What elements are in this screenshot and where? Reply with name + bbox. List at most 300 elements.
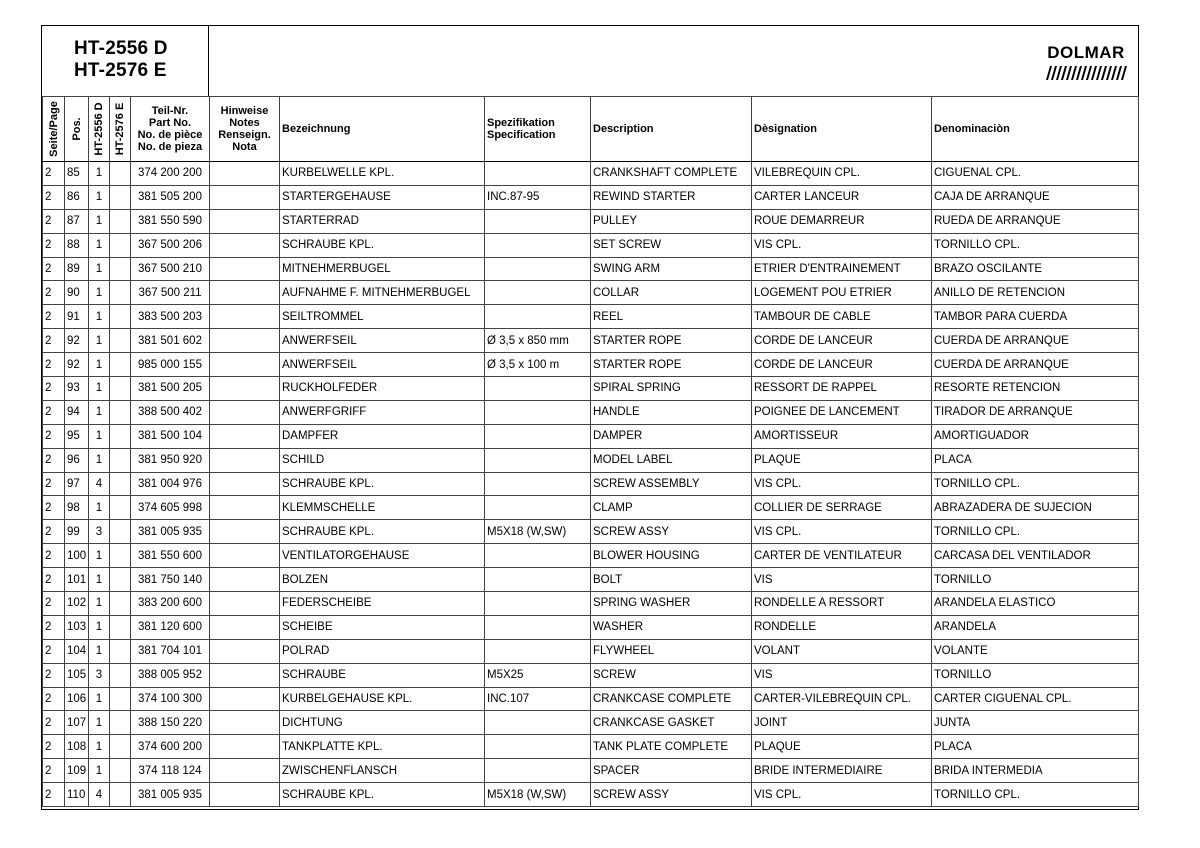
cell-pos: 85 <box>65 162 89 186</box>
cell-notes <box>210 520 280 544</box>
cell-notes <box>210 257 280 281</box>
cell-pos: 97 <box>65 472 89 496</box>
cell-description: SCREW ASSY <box>591 783 752 807</box>
cell-qty-d: 1 <box>89 162 110 186</box>
cell-notes <box>210 639 280 663</box>
cell-description: CLAMP <box>591 496 752 520</box>
cell-spec: M5X18 (W,SW) <box>485 520 591 544</box>
cell-description: BOLT <box>591 568 752 592</box>
cell-pos: 109 <box>65 759 89 783</box>
cell-qty-d: 1 <box>89 377 110 401</box>
cell-description: SCREW <box>591 663 752 687</box>
cell-qty-d: 4 <box>89 472 110 496</box>
col-header-page: Seite/Page <box>43 97 65 162</box>
cell-spec <box>485 424 591 448</box>
cell-bezeichnung: ANWERFSEIL <box>280 329 485 353</box>
cell-page: 2 <box>43 711 65 735</box>
cell-bezeichnung: BOLZEN <box>280 568 485 592</box>
sheet-header <box>42 26 1138 97</box>
cell-part-no: 381 500 205 <box>131 377 210 401</box>
cell-denominacion: ARANDELA ELASTICO <box>932 592 1139 616</box>
cell-bezeichnung: KURBELWELLE KPL. <box>280 162 485 186</box>
col-header-description: Description <box>591 97 752 162</box>
cell-notes <box>210 400 280 424</box>
cell-page: 2 <box>43 544 65 568</box>
cell-notes <box>210 162 280 186</box>
cell-description: WASHER <box>591 615 752 639</box>
cell-bezeichnung: ANWERFSEIL <box>280 353 485 377</box>
cell-part-no: 388 150 220 <box>131 711 210 735</box>
cell-page: 2 <box>43 615 65 639</box>
cell-bezeichnung: SCHRAUBE KPL. <box>280 233 485 257</box>
table-row <box>43 544 1139 568</box>
cell-notes <box>210 496 280 520</box>
cell-part-no: 381 004 976 <box>131 472 210 496</box>
cell-description: REWIND STARTER <box>591 185 752 209</box>
cell-notes <box>210 783 280 807</box>
dolmar-logo <box>1044 43 1128 83</box>
cell-spec <box>485 568 591 592</box>
cell-page: 2 <box>43 185 65 209</box>
col-header-denominacion: Denominaciòn <box>932 97 1139 162</box>
cell-denominacion: TORNILLO CPL. <box>932 472 1139 496</box>
cell-qty-e <box>110 281 131 305</box>
cell-part-no: 388 500 402 <box>131 400 210 424</box>
cell-part-no: 381 005 935 <box>131 783 210 807</box>
cell-page: 2 <box>43 377 65 401</box>
cell-designation: VIS <box>752 568 932 592</box>
cell-description: PULLEY <box>591 209 752 233</box>
cell-page: 2 <box>43 520 65 544</box>
cell-qty-d: 3 <box>89 520 110 544</box>
cell-designation: JOINT <box>752 711 932 735</box>
cell-bezeichnung: MITNEHMERBUGEL <box>280 257 485 281</box>
cell-page: 2 <box>43 353 65 377</box>
cell-part-no: 374 118 124 <box>131 759 210 783</box>
cell-qty-e <box>110 711 131 735</box>
cell-bezeichnung: STARTERRAD <box>280 209 485 233</box>
cell-bezeichnung: TANKPLATTE KPL. <box>280 735 485 759</box>
cell-qty-d: 4 <box>89 783 110 807</box>
cell-denominacion: TORNILLO <box>932 568 1139 592</box>
cell-part-no: 381 550 590 <box>131 209 210 233</box>
cell-notes <box>210 687 280 711</box>
cell-designation: VOLANT <box>752 639 932 663</box>
cell-denominacion: ANILLO DE RETENCION <box>932 281 1139 305</box>
cell-denominacion: BRIDA INTERMEDIA <box>932 759 1139 783</box>
cell-page: 2 <box>43 400 65 424</box>
cell-spec <box>485 448 591 472</box>
cell-pos: 99 <box>65 520 89 544</box>
cell-bezeichnung: POLRAD <box>280 639 485 663</box>
cell-spec <box>485 281 591 305</box>
cell-notes <box>210 185 280 209</box>
cell-part-no: 374 605 998 <box>131 496 210 520</box>
table-header-row <box>43 97 1139 162</box>
cell-qty-d: 1 <box>89 209 110 233</box>
cell-designation: COLLIER DE SERRAGE <box>752 496 932 520</box>
cell-qty-d: 1 <box>89 735 110 759</box>
cell-designation: RONDELLE <box>752 615 932 639</box>
cell-designation: CARTER LANCEUR <box>752 185 932 209</box>
cell-spec <box>485 615 591 639</box>
cell-denominacion: CARTER CIGUENAL CPL. <box>932 687 1139 711</box>
cell-denominacion: BRAZO OSCILANTE <box>932 257 1139 281</box>
cell-designation: PLAQUE <box>752 448 932 472</box>
table-row <box>43 281 1139 305</box>
cell-spec <box>485 305 591 329</box>
cell-bezeichnung: SCHRAUBE KPL. <box>280 472 485 496</box>
parts-table-body <box>43 162 1139 807</box>
cell-bezeichnung: FEDERSCHEIBE <box>280 592 485 616</box>
cell-notes <box>210 544 280 568</box>
table-row <box>43 568 1139 592</box>
cell-denominacion: TORNILLO <box>932 663 1139 687</box>
cell-denominacion: RESORTE RETENCION <box>932 377 1139 401</box>
table-row <box>43 735 1139 759</box>
cell-part-no: 381 704 101 <box>131 639 210 663</box>
cell-spec <box>485 400 591 424</box>
cell-pos: 96 <box>65 448 89 472</box>
cell-designation: RONDELLE A RESSORT <box>752 592 932 616</box>
cell-page: 2 <box>43 496 65 520</box>
cell-spec: M5X25 <box>485 663 591 687</box>
cell-description: MODEL LABEL <box>591 448 752 472</box>
cell-qty-d: 1 <box>89 281 110 305</box>
cell-bezeichnung: ZWISCHENFLANSCH <box>280 759 485 783</box>
cell-qty-e <box>110 687 131 711</box>
cell-qty-d: 1 <box>89 448 110 472</box>
cell-bezeichnung: RUCKHOLFEDER <box>280 377 485 401</box>
cell-bezeichnung: DICHTUNG <box>280 711 485 735</box>
cell-pos: 91 <box>65 305 89 329</box>
cell-description: CRANKSHAFT COMPLETE <box>591 162 752 186</box>
parts-list-sheet <box>41 25 1139 810</box>
cell-designation: VIS CPL. <box>752 520 932 544</box>
cell-spec: INC.87-95 <box>485 185 591 209</box>
col-header-spec: Spezifikation Specification <box>485 97 591 162</box>
cell-spec <box>485 639 591 663</box>
cell-bezeichnung: KURBELGEHAUSE KPL. <box>280 687 485 711</box>
cell-part-no: 985 000 155 <box>131 353 210 377</box>
cell-spec: Ø 3,5 x 850 mm <box>485 329 591 353</box>
table-row <box>43 233 1139 257</box>
cell-pos: 106 <box>65 687 89 711</box>
cell-notes <box>210 233 280 257</box>
cell-part-no: 367 500 206 <box>131 233 210 257</box>
cell-notes <box>210 568 280 592</box>
cell-denominacion: CAJA DE ARRANQUE <box>932 185 1139 209</box>
cell-qty-d: 1 <box>89 568 110 592</box>
cell-bezeichnung: DAMPFER <box>280 424 485 448</box>
cell-description: SPACER <box>591 759 752 783</box>
cell-description: SCREW ASSEMBLY <box>591 472 752 496</box>
cell-spec <box>485 472 591 496</box>
table-row <box>43 257 1139 281</box>
cell-qty-e <box>110 592 131 616</box>
cell-qty-d: 1 <box>89 353 110 377</box>
table-row <box>43 305 1139 329</box>
cell-page: 2 <box>43 329 65 353</box>
cell-qty-e <box>110 185 131 209</box>
cell-part-no: 381 501 602 <box>131 329 210 353</box>
cell-pos: 90 <box>65 281 89 305</box>
table-row <box>43 592 1139 616</box>
cell-qty-e <box>110 162 131 186</box>
cell-bezeichnung: STARTERGEHAUSE <box>280 185 485 209</box>
cell-description: TANK PLATE COMPLETE <box>591 735 752 759</box>
cell-pos: 107 <box>65 711 89 735</box>
cell-qty-e <box>110 472 131 496</box>
col-header-pos: Pos. <box>65 97 89 162</box>
cell-designation: VIS CPL. <box>752 233 932 257</box>
cell-spec <box>485 377 591 401</box>
cell-description: STARTER ROPE <box>591 353 752 377</box>
table-row <box>43 448 1139 472</box>
table-row <box>43 377 1139 401</box>
cell-qty-d: 1 <box>89 496 110 520</box>
cell-bezeichnung: ANWERFGRIFF <box>280 400 485 424</box>
cell-part-no: 374 100 300 <box>131 687 210 711</box>
cell-qty-d: 1 <box>89 400 110 424</box>
cell-spec <box>485 209 591 233</box>
table-row <box>43 209 1139 233</box>
cell-qty-e <box>110 353 131 377</box>
table-row <box>43 663 1139 687</box>
cell-bezeichnung: SCHRAUBE KPL. <box>280 783 485 807</box>
parts-table <box>42 96 1139 807</box>
table-row <box>43 496 1139 520</box>
cell-page: 2 <box>43 209 65 233</box>
cell-description: SCREW ASSY <box>591 520 752 544</box>
cell-page: 2 <box>43 305 65 329</box>
cell-notes <box>210 305 280 329</box>
cell-qty-d: 1 <box>89 615 110 639</box>
cell-denominacion: VOLANTE <box>932 639 1139 663</box>
cell-page: 2 <box>43 472 65 496</box>
col-header-designation: Dèsignation <box>752 97 932 162</box>
cell-description: CRANKCASE COMPLETE <box>591 687 752 711</box>
table-row <box>43 759 1139 783</box>
cell-bezeichnung: VENTILATORGEHAUSE <box>280 544 485 568</box>
cell-designation: RESSORT DE RAPPEL <box>752 377 932 401</box>
cell-spec: M5X18 (W,SW) <box>485 783 591 807</box>
cell-denominacion: ABRAZADERA DE SUJECION <box>932 496 1139 520</box>
cell-qty-e <box>110 663 131 687</box>
cell-bezeichnung: SCHRAUBE KPL. <box>280 520 485 544</box>
cell-qty-e <box>110 783 131 807</box>
cell-qty-e <box>110 424 131 448</box>
cell-pos: 101 <box>65 568 89 592</box>
cell-notes <box>210 735 280 759</box>
cell-qty-d: 1 <box>89 592 110 616</box>
cell-qty-d: 1 <box>89 639 110 663</box>
cell-part-no: 381 500 104 <box>131 424 210 448</box>
table-row <box>43 329 1139 353</box>
cell-pos: 103 <box>65 615 89 639</box>
cell-description: SET SCREW <box>591 233 752 257</box>
cell-page: 2 <box>43 663 65 687</box>
cell-qty-e <box>110 448 131 472</box>
model-title-2: HT-2576 E <box>74 60 167 81</box>
table-row <box>43 400 1139 424</box>
cell-pos: 94 <box>65 400 89 424</box>
cell-description: STARTER ROPE <box>591 329 752 353</box>
cell-denominacion: JUNTA <box>932 711 1139 735</box>
cell-denominacion: AMORTIGUADOR <box>932 424 1139 448</box>
cell-bezeichnung: SCHEIBE <box>280 615 485 639</box>
cell-description: BLOWER HOUSING <box>591 544 752 568</box>
cell-page: 2 <box>43 592 65 616</box>
cell-denominacion: TAMBOR PARA CUERDA <box>932 305 1139 329</box>
cell-spec: Ø 3,5 x 100 m <box>485 353 591 377</box>
cell-pos: 92 <box>65 329 89 353</box>
cell-notes <box>210 592 280 616</box>
cell-denominacion: CUERDA DE ARRANQUE <box>932 353 1139 377</box>
cell-qty-e <box>110 520 131 544</box>
cell-denominacion: CUERDA DE ARRANQUE <box>932 329 1139 353</box>
cell-qty-e <box>110 759 131 783</box>
cell-pos: 98 <box>65 496 89 520</box>
cell-pos: 86 <box>65 185 89 209</box>
cell-qty-d: 1 <box>89 687 110 711</box>
cell-spec <box>485 233 591 257</box>
cell-page: 2 <box>43 687 65 711</box>
cell-part-no: 381 550 600 <box>131 544 210 568</box>
cell-qty-e <box>110 377 131 401</box>
cell-page: 2 <box>43 257 65 281</box>
cell-notes <box>210 377 280 401</box>
cell-page: 2 <box>43 783 65 807</box>
cell-bezeichnung: AUFNAHME F. MITNEHMERBUGEL <box>280 281 485 305</box>
cell-qty-e <box>110 305 131 329</box>
cell-part-no: 367 500 210 <box>131 257 210 281</box>
cell-qty-d: 1 <box>89 233 110 257</box>
cell-description: SPIRAL SPRING <box>591 377 752 401</box>
cell-pos: 108 <box>65 735 89 759</box>
cell-pos: 102 <box>65 592 89 616</box>
cell-part-no: 381 950 920 <box>131 448 210 472</box>
cell-spec <box>485 162 591 186</box>
cell-part-no: 381 005 935 <box>131 520 210 544</box>
logo-stripes-icon <box>1046 66 1128 80</box>
cell-denominacion: PLACA <box>932 735 1139 759</box>
cell-spec <box>485 735 591 759</box>
cell-qty-d: 1 <box>89 329 110 353</box>
cell-notes <box>210 663 280 687</box>
cell-denominacion: CIGUENAL CPL. <box>932 162 1139 186</box>
cell-qty-d: 1 <box>89 544 110 568</box>
cell-spec <box>485 711 591 735</box>
cell-designation: BRIDE INTERMEDIAIRE <box>752 759 932 783</box>
table-row <box>43 639 1139 663</box>
cell-bezeichnung: SCHILD <box>280 448 485 472</box>
cell-qty-e <box>110 615 131 639</box>
cell-page: 2 <box>43 759 65 783</box>
cell-part-no: 381 750 140 <box>131 568 210 592</box>
cell-pos: 92 <box>65 353 89 377</box>
cell-pos: 95 <box>65 424 89 448</box>
cell-qty-e <box>110 496 131 520</box>
cell-designation: LOGEMENT POU ETRIER <box>752 281 932 305</box>
cell-designation: VIS CPL. <box>752 472 932 496</box>
col-header-bezeichnung: Bezeichnung <box>280 97 485 162</box>
model-box <box>42 26 209 96</box>
cell-spec <box>485 544 591 568</box>
cell-pos: 87 <box>65 209 89 233</box>
cell-notes <box>210 448 280 472</box>
cell-notes <box>210 711 280 735</box>
cell-qty-e <box>110 735 131 759</box>
cell-qty-d: 1 <box>89 424 110 448</box>
cell-designation: CARTER DE VENTILATEUR <box>752 544 932 568</box>
cell-part-no: 383 200 600 <box>131 592 210 616</box>
cell-notes <box>210 281 280 305</box>
cell-notes <box>210 329 280 353</box>
table-row <box>43 185 1139 209</box>
cell-designation: PLAQUE <box>752 735 932 759</box>
cell-qty-e <box>110 544 131 568</box>
cell-bezeichnung: SCHRAUBE <box>280 663 485 687</box>
cell-notes <box>210 615 280 639</box>
cell-part-no: 383 500 203 <box>131 305 210 329</box>
cell-page: 2 <box>43 448 65 472</box>
model-title-1: HT-2556 D <box>74 38 168 59</box>
cell-part-no: 367 500 211 <box>131 281 210 305</box>
cell-pos: 100 <box>65 544 89 568</box>
cell-spec <box>485 592 591 616</box>
col-header-qty-e: HT-2576 E <box>110 97 131 162</box>
cell-pos: 104 <box>65 639 89 663</box>
cell-denominacion: ARANDELA <box>932 615 1139 639</box>
cell-designation: CORDE DE LANCEUR <box>752 353 932 377</box>
cell-description: FLYWHEEL <box>591 639 752 663</box>
table-row <box>43 424 1139 448</box>
cell-spec <box>485 759 591 783</box>
cell-notes <box>210 353 280 377</box>
cell-designation: POIGNEE DE LANCEMENT <box>752 400 932 424</box>
cell-part-no: 374 200 200 <box>131 162 210 186</box>
cell-designation: VILEBREQUIN CPL. <box>752 162 932 186</box>
cell-qty-e <box>110 400 131 424</box>
col-header-part-no: Teil-Nr. Part No. No. de pièce No. de pieza <box>131 97 210 162</box>
cell-part-no: 374 600 200 <box>131 735 210 759</box>
cell-description: SPRING WASHER <box>591 592 752 616</box>
cell-qty-d: 1 <box>89 711 110 735</box>
cell-notes <box>210 424 280 448</box>
cell-page: 2 <box>43 162 65 186</box>
cell-pos: 110 <box>65 783 89 807</box>
cell-pos: 93 <box>65 377 89 401</box>
cell-qty-e <box>110 209 131 233</box>
cell-description: COLLAR <box>591 281 752 305</box>
cell-designation: ROUE DEMARREUR <box>752 209 932 233</box>
cell-designation: ETRIER D'ENTRAINEMENT <box>752 257 932 281</box>
cell-denominacion: TORNILLO CPL. <box>932 233 1139 257</box>
table-row <box>43 687 1139 711</box>
table-row <box>43 711 1139 735</box>
cell-page: 2 <box>43 639 65 663</box>
cell-page: 2 <box>43 424 65 448</box>
cell-denominacion: TIRADOR DE ARRANQUE <box>932 400 1139 424</box>
cell-part-no: 388 005 952 <box>131 663 210 687</box>
cell-qty-d: 1 <box>89 257 110 281</box>
cell-spec <box>485 257 591 281</box>
table-row <box>43 353 1139 377</box>
cell-qty-e <box>110 329 131 353</box>
cell-denominacion: CARCASA DEL VENTILADOR <box>932 544 1139 568</box>
cell-description: REEL <box>591 305 752 329</box>
